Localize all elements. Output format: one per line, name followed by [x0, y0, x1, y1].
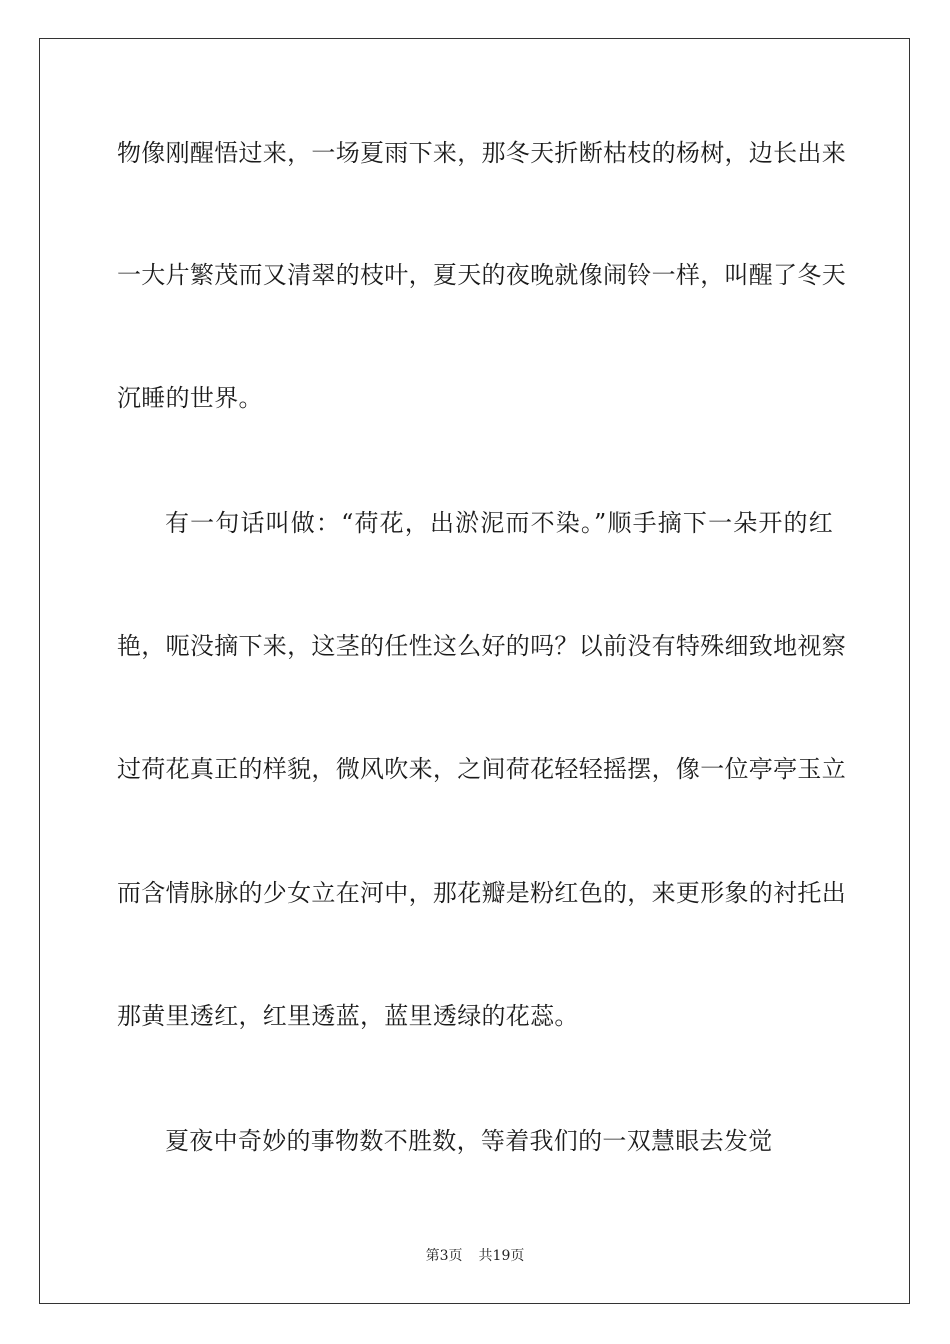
paragraph-line: 一大片繁茂而又清翠的枝叶，夏天的夜晚就像闹铃一样，叫醒了冬天 — [117, 261, 846, 289]
paragraph-line: 过荷花真正的样貌，微风吹来，之间荷花轻轻摇摆，像一位亭亭玉立 — [117, 755, 846, 783]
paragraph-line: 沉睡的世界。 — [117, 384, 263, 412]
page-border — [39, 38, 910, 1304]
total-pages: 共19页 — [478, 1248, 525, 1264]
paragraph-line: 物像刚醒悟过来，一场夏雨下来，那冬天折断枯枝的杨树，边长出来 — [117, 139, 846, 167]
paragraph-line: 有一句话叫做：“荷花，出淤泥而不染。”顺手摘下一朵开的红 — [165, 509, 833, 537]
paragraph-line: 艳，呃没摘下来，这茎的任性这么好的吗？以前没有特殊细致地视察 — [117, 632, 846, 660]
page-footer — [0, 1247, 950, 1265]
paragraph-line: 而含情脉脉的少女立在河中，那花瓣是粉红色的，来更形象的衬托出 — [117, 879, 846, 907]
paragraph-line: 夏夜中奇妙的事物数不胜数，等着我们的一双慧眼去发觉 — [165, 1127, 773, 1155]
page-number: 第3页 — [425, 1248, 463, 1264]
paragraph-line: 那黄里透红，红里透蓝，蓝里透绿的花蕊。 — [117, 1002, 579, 1030]
